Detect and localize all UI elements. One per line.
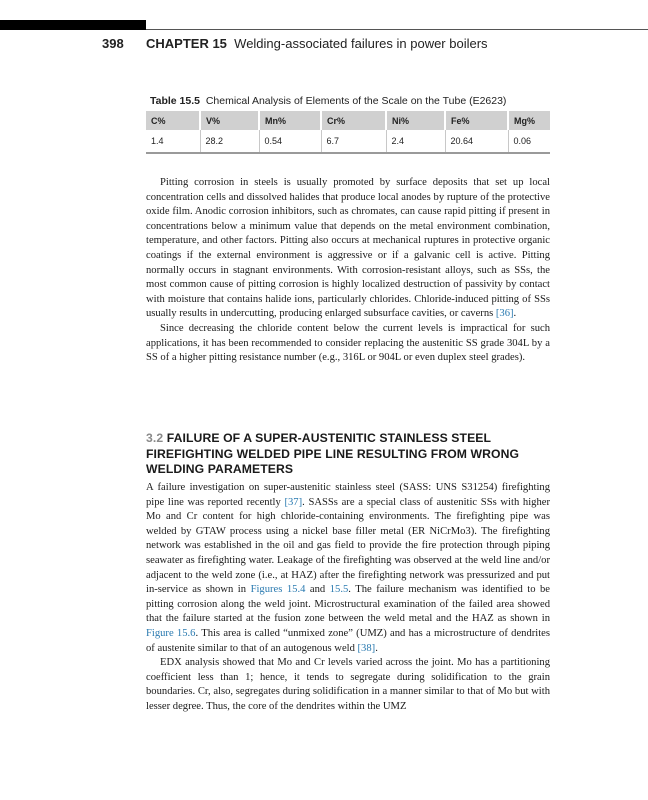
section-title: FAILURE OF A SUPER-AUSTENITIC STAINLESS STEEL FIREFIGHTING WELDED PIPE LINE RESULTING FROM WRONG WELDING PARAMETERS bbox=[146, 431, 520, 477]
paragraph-text: . The failure mechanism was identified to be pitting corrosion along the weld joint. Microstructural examination of the failed area showed that the failure started at the fusion zone between the weld metal and the HAZ as shown in bbox=[146, 584, 551, 625]
chapter-heading bbox=[146, 36, 488, 51]
paragraph-text: Pitting corrosion in steels is usually promoted by surface deposits that set up local concentration cells and dissolved halides that produce local anodes by rupture of the protective oxide film. Anodic corrosion inhibitors, such as chromates, can cause rapid pitting if present in concentrations below a minimum value that depends on the metal environment combination, temperature, and other factors. Pitting also occurs at mechanical ruptures in protective organic coatings if the external environment is aggressive or if a galvanic cell is active. Pitting normally occurs in stagnant environments. With corrosion-resistant alloys, such as SSs, the most common cause of pitting corrosion is highly localized destruction of passivity by contact with moisture that contains halide ions, particularly chlorides. Chloride-induced pitting of SSs usually results in undercutting, producing enlarged subsurface cavities, or caverns bbox=[146, 177, 550, 320]
figure-link[interactable]: Figures 15.4 bbox=[250, 584, 306, 596]
table-header-cell: Fe% bbox=[445, 111, 508, 130]
table-cell: 0.06 bbox=[508, 130, 550, 153]
table-header-cell: V% bbox=[200, 111, 259, 130]
reference-link[interactable]: [38] bbox=[357, 642, 376, 654]
figure-link[interactable]: 15.5 bbox=[329, 584, 349, 596]
paragraph-chloride: Since decreasing the chloride content below the current levels is impractical for such applications, it has been recommended to consider replacing the austenitic SS grade 304L by a SS of a higher pitting resistance number (e.g., 316L or 904L or even duplex steel grades). bbox=[146, 322, 550, 364]
paragraph-edx-analysis: EDX analysis showed that Mo and Cr levels varied across the joint. Mo has a partitioning coefficient less than 1; hence, it tends to segregate during solidification to the grain boundaries. Cr, also, segregates during solidification in a manner similar to that of Mo but with lesser degree. Thus, the core of the dendrites within the UMZ bbox=[146, 657, 550, 712]
paragraph-text: and bbox=[305, 584, 330, 596]
page-number: 398 bbox=[102, 36, 124, 51]
table-header-row bbox=[146, 111, 550, 130]
chapter-title: Welding-associated failures in power boilers bbox=[234, 36, 488, 51]
table-caption bbox=[150, 95, 506, 107]
header-bar bbox=[0, 20, 146, 30]
table-header-cell: Mg% bbox=[508, 111, 550, 130]
paragraph-text: . bbox=[513, 308, 517, 320]
section-heading bbox=[146, 431, 550, 478]
chapter-label: CHAPTER 15 bbox=[146, 36, 227, 51]
figure-link[interactable]: Figure 15.6 bbox=[146, 627, 196, 639]
table-cell: 1.4 bbox=[146, 130, 200, 153]
paragraph-failure-investigation bbox=[146, 481, 550, 656]
paragraph-text: . This area is called “unmixed zone” (UMZ) and has a microstructure of dendrites of austenite similar to that of an autogenous weld bbox=[146, 627, 550, 654]
header-rule bbox=[146, 29, 648, 30]
paragraph-text: . SASSs are a special class of austenitic SSs with higher Mo and Cr content for high chloride-containing environments. The firefighting pipe was welded by GTAW process using a nickel base filler metal (ER NiCrMo3). The firefighting network was established in the oil and gas field to provide the fire protection through piping seawater as firefighting water. Leakage of the firefighting was observed at the weld line and/or adjacent to the weld zone (i.e., at HAZ) after the firefighting network was pressurized and put in-service as shown in bbox=[146, 496, 550, 596]
table-cell: 28.2 bbox=[200, 130, 259, 153]
table-cell: 0.54 bbox=[259, 130, 321, 153]
body-text-upper bbox=[146, 176, 550, 366]
table-header-cell: Mn% bbox=[259, 111, 321, 130]
table-header-cell: C% bbox=[146, 111, 200, 130]
chemical-analysis-table bbox=[146, 111, 550, 154]
table-cell: 2.4 bbox=[386, 130, 445, 153]
table-cell: 6.7 bbox=[321, 130, 386, 153]
table-cell: 20.64 bbox=[445, 130, 508, 153]
table-header-cell: Ni% bbox=[386, 111, 445, 130]
table-header-cell: Cr% bbox=[321, 111, 386, 130]
section-number: 3.2 bbox=[146, 431, 164, 445]
paragraph-text: . bbox=[375, 642, 378, 654]
paragraph-text: A failure investigation on super-austenitic stainless steel (SASS: UNS S31254) firefighting pipe line was reported recently bbox=[146, 482, 550, 508]
table-label: Table 15.5 bbox=[150, 95, 200, 107]
running-header bbox=[0, 36, 648, 56]
reference-link[interactable]: [36] bbox=[495, 308, 514, 320]
paragraph-pitting bbox=[146, 176, 550, 322]
table-title: Chemical Analysis of Elements of the Scale on the Tube (E2623) bbox=[205, 95, 507, 107]
body-text-lower bbox=[146, 481, 550, 715]
table-row bbox=[146, 130, 550, 153]
reference-link[interactable]: [37] bbox=[284, 496, 303, 508]
